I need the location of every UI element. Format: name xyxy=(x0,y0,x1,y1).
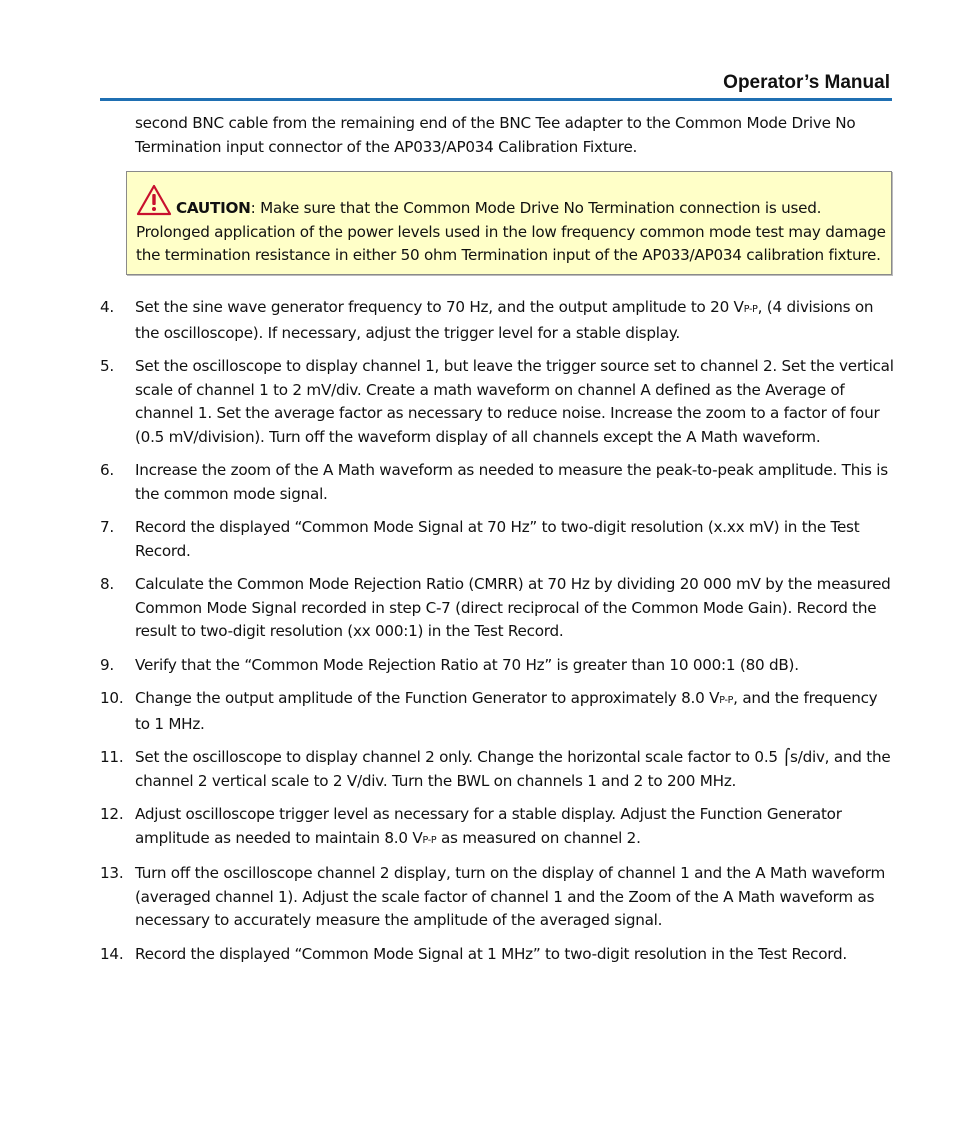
step-14 xyxy=(100,943,895,967)
step-text: Adjust oscilloscope trigger level as necessary for a stable display. Adjust the Function Generator amplitude as needed to maintain 8.0 V xyxy=(135,805,842,847)
step-number: 6. xyxy=(100,461,114,479)
step-6 xyxy=(100,459,895,506)
step-number: 10. xyxy=(100,689,124,707)
step-13 xyxy=(100,862,895,933)
step-number: 11. xyxy=(100,748,124,766)
page-title: Operator’s Manual xyxy=(723,72,890,93)
step-text: Turn off the oscilloscope channel 2 display, turn on the display of channel 1 and the A Math waveform (averaged channel 1). Adjust the scale factor of channel 1 and the Zoom of the A Math waveform as necessary to accurately measure the amplitude of the averaged signal. xyxy=(135,864,886,929)
step-9 xyxy=(100,654,895,678)
step-number: 13. xyxy=(100,864,124,882)
step-number: 5. xyxy=(100,357,114,375)
subscript: P-P xyxy=(422,834,437,846)
step-4 xyxy=(100,296,895,345)
step-text: Set the sine wave generator frequency to 70 Hz, and the output amplitude to 20 V xyxy=(135,298,744,316)
step-text: Increase the zoom of the A Math waveform as needed to measure the peak-to-peak amplitude. This is the common mode signal. xyxy=(135,461,888,503)
step-number: 9. xyxy=(100,655,114,674)
step-number: 7. xyxy=(100,518,114,536)
step-number: 12. xyxy=(100,805,124,823)
step-11 xyxy=(100,746,895,793)
subscript: P-P xyxy=(743,304,758,315)
warning-triangle-icon xyxy=(136,184,172,216)
procedure-steps xyxy=(100,296,895,976)
step-text: Record the displayed “Common Mode Signal at 70 Hz” to two-digit resolution (x.xx mV) in the Test Record. xyxy=(135,518,860,560)
step-5 xyxy=(100,355,895,449)
intro-paragraph: second BNC cable from the remaining end of the BNC Tee adapter to the Common Mode Drive No Termination input connector of the AP033/AP034 Calibration Fixture. xyxy=(135,114,856,156)
step-text: Set the oscilloscope to display channel 2 only. Change the horizontal scale factor to 0.5 ⌠s/div, and the channel 2 vertical scale to 2 V/div. Turn the BWL on channels 1 and 2 to 200 MHz. xyxy=(135,748,891,790)
step-text: , and the frequency to 1 MHz. xyxy=(135,689,878,733)
step-text: Set the oscilloscope to display channel 1, but leave the trigger source set to channel 2. Set the vertical scale of channel 1 to 2 mV/div. Create a math waveform on channel A defined as the Average of channel 1. Set the average factor as necessary to reduce noise. Increase the zoom to a factor of four (0.5 mV/division). Turn off the waveform display of all channels except the A Math waveform. xyxy=(135,357,894,446)
subscript: P-P xyxy=(719,695,734,706)
step-number: 4. xyxy=(100,298,114,316)
step-text: , (4 divisions on the oscilloscope). If necessary, adjust the trigger level for a stable display. xyxy=(135,298,874,342)
step-number: 14. xyxy=(100,944,124,963)
step-text: Verify that the “Common Mode Rejection Ratio at 70 Hz” is greater than 10 000:1 (80 dB). xyxy=(135,655,799,674)
page-header xyxy=(100,72,892,101)
step-8 xyxy=(100,573,895,644)
step-text: Change the output amplitude of the Function Generator to approximately 8.0 V xyxy=(135,689,720,707)
caution-label: CAUTION xyxy=(176,199,251,217)
step-10 xyxy=(100,687,895,736)
step-12 xyxy=(100,803,895,852)
step-number: 8. xyxy=(100,575,114,593)
caution-text: : Make sure that the Common Mode Drive No Termination connection is used. Prolonged application of the power levels used in the low frequency common mode test may damage the termination resistance in either 50 ohm Termination input of the AP033/AP034 calibration fixture. xyxy=(136,199,886,264)
step-7 xyxy=(100,516,895,563)
step-text: Calculate the Common Mode Rejection Ratio (CMRR) at 70 Hz by dividing 20 000 mV by the measured Common Mode Signal recorded in step C-7 (direct reciprocal of the Common Mode Gain). Record the result to two-digit resolution (xx 000:1) in the Test Record. xyxy=(135,575,891,640)
step-text: Record the displayed “Common Mode Signal at 1 MHz” to two-digit resolution in the Test Record. xyxy=(135,944,847,963)
caution-box xyxy=(126,171,892,275)
step-text: as measured on channel 2. xyxy=(436,828,641,847)
